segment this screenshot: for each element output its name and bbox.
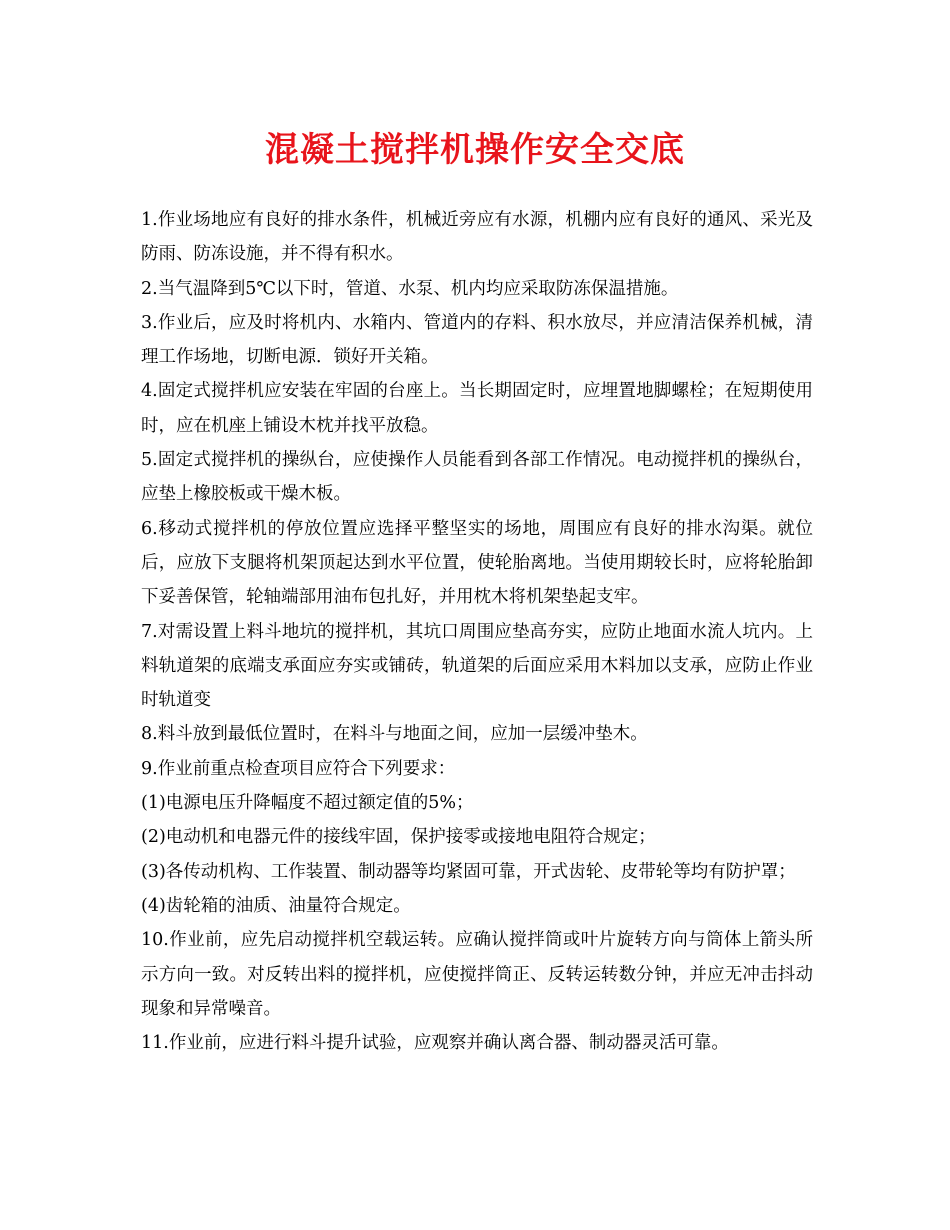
paragraph-9-4: (4)齿轮箱的油质、油量符合规定。 xyxy=(141,895,411,916)
document-title: 混凝土搅拌机操作安全交底 xyxy=(265,130,685,170)
paragraph-2: 2.当气温降到5℃以下时，管道、水泵、机内均应采取防冻保温措施。 xyxy=(141,278,679,299)
document-body xyxy=(141,203,813,1060)
paragraph-9-2: (2)电动机和电器元件的接线牢固，保护接零或接地电阻符合规定； xyxy=(141,827,656,848)
paragraph-4: 4.固定式搅拌机应安装在牢固的台座上。当长期固定时，应埋置地脚螺栓；在短期使用时，应在机座上铺设木枕并找平放稳。 xyxy=(141,381,813,436)
paragraph-11: 11.作业前，应进行料斗提升试验，应观察并确认离合器、制动器灵活可靠。 xyxy=(141,1033,729,1054)
paragraph-9-1: (1)电源电压升降幅度不超过额定值的5%； xyxy=(141,793,474,814)
paragraph-1: 1.作业场地应有良好的排水条件，机械近旁应有水源，机棚内应有良好的通风、采光及防雨、防冻设施，并不得有积水。 xyxy=(141,210,813,265)
paragraph-9: 9.作业前重点检查项目应符合下列要求： xyxy=(141,758,456,779)
paragraph-8: 8.料斗放到最低位置时，在料斗与地面之间，应加一层缓冲垫木。 xyxy=(141,724,648,745)
paragraph-3: 3.作业后，应及时将机内、水箱内、管道内的存料、积水放尽，并应清洁保养机械，清理工作场地，切断电源．锁好开关箱。 xyxy=(141,312,813,368)
paragraph-7: 7.对需设置上料斗地坑的搅拌机，其坑口周围应垫高夯实，应防止地面水流人坑内。上料轨道架的底端支承面应夯实或铺砖，轨道架的后面应采用木料加以支承，应防止作业时轨道变 xyxy=(141,621,813,711)
paragraph-10: 10.作业前，应先启动搅拌机空载运转。应确认搅拌筒或叶片旋转方向与筒体上箭头所示方向一致。对反转出料的搅拌机，应使搅拌筒正、反转运转数分钟，并应无冲击抖动现象和异常噪音。 xyxy=(141,930,813,1019)
paragraph-9-3: (3)各传动机构、工作装置、制动器等均紧固可靠，开式齿轮、皮带轮等均有防护罩； xyxy=(141,861,796,882)
paragraph-5: 5.固定式搅拌机的操纵台，应使操作人员能看到各部工作情况。电动搅拌机的操纵台，应垫上橡胶板或干燥木板。 xyxy=(141,450,813,505)
paragraph-6: 6.移动式搅拌机的停放位置应选择平整坚实的场地，周围应有良好的排水沟渠。就位后，应放下支腿将机架顶起达到水平位置，使轮胎离地。当使用期较长时，应将轮胎卸下妥善保管，轮轴端部用油布包扎好，并用枕木将机架垫起支牢。 xyxy=(141,518,813,608)
